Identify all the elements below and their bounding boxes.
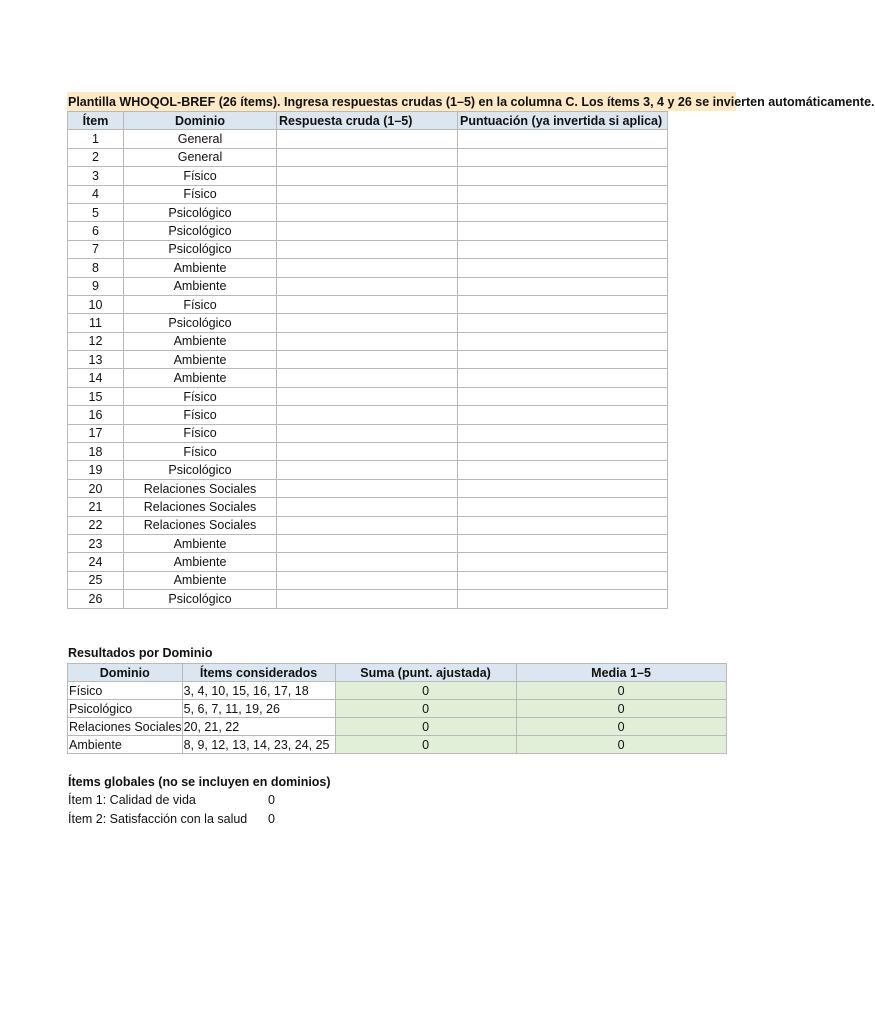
item-number-cell: 19	[68, 461, 124, 479]
score-cell[interactable]	[458, 590, 668, 608]
item-domain-cell: Físico	[124, 185, 277, 203]
score-cell[interactable]	[458, 461, 668, 479]
raw-response-cell[interactable]	[277, 240, 458, 258]
result-items-cell[interactable]: 8, 9, 12, 13, 14, 23, 24, 25	[182, 736, 335, 754]
item-number-cell: 8	[68, 259, 124, 277]
score-cell[interactable]	[458, 553, 668, 571]
item-number-cell: 12	[68, 332, 124, 350]
raw-response-cell[interactable]	[277, 130, 458, 148]
score-cell[interactable]	[458, 369, 668, 387]
table-row	[68, 498, 668, 516]
score-cell[interactable]	[458, 295, 668, 313]
result-mean-cell[interactable]: 0	[516, 682, 726, 700]
score-cell[interactable]	[458, 259, 668, 277]
raw-response-cell[interactable]	[277, 516, 458, 534]
item-domain-cell: General	[124, 130, 277, 148]
table-row	[68, 130, 668, 148]
table-row	[68, 718, 727, 736]
item-number-cell: 4	[68, 185, 124, 203]
result-domain-cell[interactable]: Ambiente	[68, 736, 183, 754]
score-cell[interactable]	[458, 571, 668, 589]
result-sum-cell[interactable]: 0	[335, 700, 516, 718]
table-row	[68, 590, 668, 608]
item-domain-cell: Ambiente	[124, 534, 277, 552]
score-cell[interactable]	[458, 351, 668, 369]
table-row	[68, 351, 668, 369]
item-number-cell: 15	[68, 387, 124, 405]
raw-response-cell[interactable]	[277, 424, 458, 442]
score-cell[interactable]	[458, 222, 668, 240]
item-domain-cell: Ambiente	[124, 553, 277, 571]
result-mean-cell[interactable]: 0	[516, 736, 726, 754]
table-row	[68, 479, 668, 497]
item-number-cell: 7	[68, 240, 124, 258]
table-row	[68, 406, 668, 424]
raw-response-cell[interactable]	[277, 590, 458, 608]
global-item1-label[interactable]: Ítem 1: Calidad de vida	[68, 793, 196, 807]
item-number-cell: 11	[68, 314, 124, 332]
table-row	[68, 240, 668, 258]
items-body	[68, 130, 668, 608]
item-number-cell: 21	[68, 498, 124, 516]
header-raw-response: Respuesta cruda (1–5)	[277, 112, 458, 130]
item-domain-cell: Físico	[124, 167, 277, 185]
item-domain-cell: Físico	[124, 406, 277, 424]
item-number-cell: 18	[68, 443, 124, 461]
item-domain-cell: Físico	[124, 295, 277, 313]
table-row	[68, 461, 668, 479]
item-number-cell: 22	[68, 516, 124, 534]
result-mean-cell[interactable]: 0	[516, 718, 726, 736]
item-number-cell: 2	[68, 148, 124, 166]
item-number-cell: 10	[68, 295, 124, 313]
table-row	[68, 534, 668, 552]
raw-response-cell[interactable]	[277, 553, 458, 571]
table-row	[68, 222, 668, 240]
results-header-domain: Dominio	[68, 664, 183, 682]
score-cell[interactable]	[458, 185, 668, 203]
raw-response-cell[interactable]	[277, 167, 458, 185]
table-row	[68, 332, 668, 350]
item-number-cell: 26	[68, 590, 124, 608]
item-domain-cell: Psicológico	[124, 222, 277, 240]
results-title: Resultados por Dominio	[68, 646, 213, 660]
table-row	[68, 553, 668, 571]
table-row	[68, 443, 668, 461]
raw-response-cell[interactable]	[277, 203, 458, 221]
results-header-mean: Media 1–5	[516, 664, 726, 682]
raw-response-cell[interactable]	[277, 314, 458, 332]
raw-response-cell[interactable]	[277, 222, 458, 240]
globals-title: Ítems globales (no se incluyen en dominios)	[68, 775, 331, 789]
score-cell[interactable]	[458, 240, 668, 258]
score-cell[interactable]	[458, 277, 668, 295]
item-domain-cell: Ambiente	[124, 332, 277, 350]
raw-response-cell[interactable]	[277, 277, 458, 295]
item-domain-cell: Psicológico	[124, 203, 277, 221]
results-table	[67, 663, 727, 754]
item-number-cell: 13	[68, 351, 124, 369]
items-header-row	[68, 112, 668, 130]
item-domain-cell: Ambiente	[124, 259, 277, 277]
item-domain-cell: Relaciones Sociales	[124, 498, 277, 516]
item-number-cell: 25	[68, 571, 124, 589]
raw-response-cell[interactable]	[277, 498, 458, 516]
table-row	[68, 277, 668, 295]
raw-response-cell[interactable]	[277, 295, 458, 313]
item-domain-cell: Psicológico	[124, 590, 277, 608]
table-row	[68, 516, 668, 534]
item-number-cell: 14	[68, 369, 124, 387]
instructions-banner	[67, 92, 875, 111]
item-number-cell: 20	[68, 479, 124, 497]
score-cell[interactable]	[458, 148, 668, 166]
result-sum-cell[interactable]: 0	[335, 736, 516, 754]
score-cell[interactable]	[458, 203, 668, 221]
item-number-cell: 17	[68, 424, 124, 442]
header-domain: Dominio	[124, 112, 277, 130]
result-domain-cell[interactable]: Relaciones Sociales	[69, 719, 182, 734]
item-number-cell: 3	[68, 167, 124, 185]
item-number-cell: 23	[68, 534, 124, 552]
item-domain-cell: Ambiente	[124, 351, 277, 369]
result-items-cell[interactable]: 3, 4, 10, 15, 16, 17, 18	[182, 682, 335, 700]
item-domain-cell: Psicológico	[124, 461, 277, 479]
global-item2-value[interactable]: 0	[268, 812, 275, 826]
items-table	[67, 111, 668, 609]
item-number-cell: 5	[68, 203, 124, 221]
results-header-row	[68, 664, 727, 682]
table-row	[68, 369, 668, 387]
raw-response-cell[interactable]	[277, 351, 458, 369]
score-cell[interactable]	[458, 387, 668, 405]
table-row	[68, 185, 668, 203]
result-sum-cell[interactable]: 0	[335, 682, 516, 700]
table-row	[68, 259, 668, 277]
raw-response-cell[interactable]	[277, 387, 458, 405]
score-cell[interactable]	[458, 424, 668, 442]
table-row	[68, 736, 727, 754]
table-row	[68, 387, 668, 405]
item-domain-cell: Físico	[124, 424, 277, 442]
result-domain-cell[interactable]: Físico	[68, 682, 183, 700]
results-header-sum: Suma (punt. ajustada)	[335, 664, 516, 682]
global-item2-label[interactable]: Ítem 2: Satisfacción con la salud	[68, 812, 248, 826]
raw-response-cell[interactable]	[277, 571, 458, 589]
item-number-cell: 24	[68, 553, 124, 571]
score-cell[interactable]	[458, 498, 668, 516]
result-domain-cell[interactable]: Psicológico	[68, 700, 183, 718]
table-row	[68, 295, 668, 313]
table-row	[68, 424, 668, 442]
table-row	[68, 148, 668, 166]
raw-response-cell[interactable]	[277, 332, 458, 350]
item-domain-cell: Físico	[124, 387, 277, 405]
results-header-items: Ítems considerados	[182, 664, 335, 682]
result-mean-cell[interactable]: 0	[516, 700, 726, 718]
raw-response-cell[interactable]	[277, 406, 458, 424]
raw-response-cell[interactable]	[277, 259, 458, 277]
score-cell[interactable]	[458, 314, 668, 332]
raw-response-cell[interactable]	[277, 534, 458, 552]
item-domain-cell: Psicológico	[124, 314, 277, 332]
raw-response-cell[interactable]	[277, 461, 458, 479]
table-row	[68, 571, 668, 589]
item-domain-cell: Psicológico	[124, 240, 277, 258]
score-cell[interactable]	[458, 516, 668, 534]
raw-response-cell[interactable]	[277, 369, 458, 387]
score-cell[interactable]	[458, 534, 668, 552]
score-cell[interactable]	[458, 406, 668, 424]
result-items-cell[interactable]: 20, 21, 22	[182, 718, 335, 736]
item-domain-cell: Ambiente	[124, 571, 277, 589]
result-items-cell[interactable]: 5, 6, 7, 11, 19, 26	[182, 700, 335, 718]
header-item: Ítem	[68, 112, 124, 130]
table-row	[68, 700, 727, 718]
table-row	[68, 167, 668, 185]
score-cell[interactable]	[458, 443, 668, 461]
score-cell[interactable]	[458, 332, 668, 350]
score-cell[interactable]	[458, 130, 668, 148]
item-domain-cell: Ambiente	[124, 369, 277, 387]
instructions-text: Plantilla WHOQOL-BREF (26 ítems). Ingresa respuestas crudas (1–5) en la columna C. Los ítems 3, 4 y 26 se invierten automáticamente.	[68, 95, 875, 109]
item-number-cell: 6	[68, 222, 124, 240]
item-number-cell: 9	[68, 277, 124, 295]
table-row	[68, 682, 727, 700]
item-domain-cell: Físico	[124, 443, 277, 461]
item-number-cell: 1	[68, 130, 124, 148]
result-sum-cell[interactable]: 0	[335, 718, 516, 736]
header-score: Puntuación (ya invertida si aplica)	[458, 112, 668, 130]
raw-response-cell[interactable]	[277, 185, 458, 203]
item-domain-cell: General	[124, 148, 277, 166]
score-cell[interactable]	[458, 167, 668, 185]
results-body	[68, 682, 727, 754]
score-cell[interactable]	[458, 479, 668, 497]
item-domain-cell: Relaciones Sociales	[124, 516, 277, 534]
item-domain-cell: Relaciones Sociales	[124, 479, 277, 497]
global-item1-value[interactable]: 0	[268, 793, 275, 807]
table-row	[68, 203, 668, 221]
item-number-cell: 16	[68, 406, 124, 424]
raw-response-cell[interactable]	[277, 479, 458, 497]
item-domain-cell: Ambiente	[124, 277, 277, 295]
raw-response-cell[interactable]	[277, 148, 458, 166]
raw-response-cell[interactable]	[277, 443, 458, 461]
table-row	[68, 314, 668, 332]
